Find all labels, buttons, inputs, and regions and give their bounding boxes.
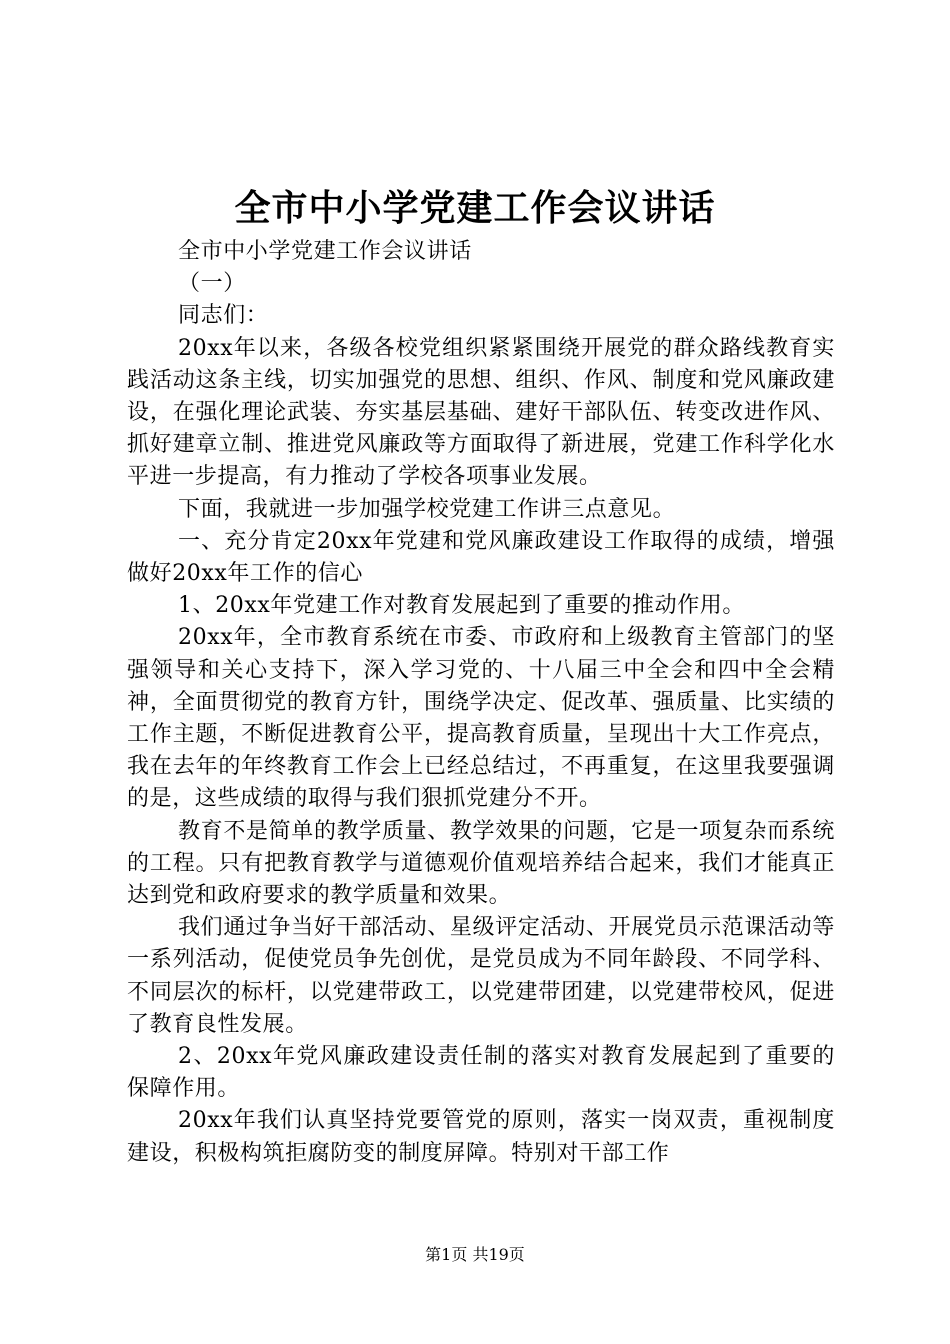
body-paragraph: 20xx年以来，各级各校党组织紧紧围绕开展党的群众路线教育实践活动这条主线，切实加强党的思想、组织、作风、制度和党风廉政建设，在强化理论武装、夯实基层基础、建好干部队伍、转变改进作风、抓好建章立制、推进党风廉政等方面取得了新进展，党建工作科学化水平进一步提高，有力推动了学校各项事业发展。 [127,335,835,490]
body-paragraph: 教育不是简单的教学质量、教学效果的问题，它是一项复杂而系统的工程。只有把教育教学与道德观价值观培养结合起来，我们才能真正达到党和政府要求的教学质量和效果。 [127,818,835,909]
body-paragraph: 20xx年我们认真坚持党要管党的原则，落实一岗双责，重视制度建设，积极构筑拒腐防变的制度屏障。特别对干部工作 [127,1108,835,1166]
document-title: 全市中小学党建工作会议讲话 [234,187,716,229]
salutation: 同志们： [178,303,269,329]
section-heading: 一、充分肯定20xx年党建和党风廉政建设工作取得的成绩，增强做好20xx年工作的信心 [127,528,835,587]
document-body [127,236,835,1170]
subtitle-paragraph: 全市中小学党建工作会议讲话 [178,239,472,264]
body-paragraph: 下面，我就进一步加强学校党建工作讲三点意见。 [178,496,676,522]
body-paragraph: 20xx年，全市教育系统在市委、市政府和上级教育主管部门的坚强领导和关心支持下，深入学习党的、十八届三中全会和四中全会精神，全面贯彻党的教育方针，围绕学决定、促改革、强质量、比实绩的工作主题，不断促进教育公平，提高教育质量，呈现出十大工作亮点，我在去年的年终教育工作会上已经总结过，不再重复，在这里我要强调的是，这些成绩的取得与我们狠抓党建分不开。 [127,625,835,812]
section-number: （一） [178,271,246,297]
page-footer: 第1页 共19页 [425,1245,525,1264]
body-paragraph: 我们通过争当好干部活动、星级评定活动、开展党员示范课活动等一系列活动，促使党员争先创优，是党员成为不同年龄段、不同学科、不同层次的标杆，以党建带政工，以党建带团建，以党建带校风，促进了教育良性发展。 [127,915,835,1037]
subsection-heading: 1、20xx年党建工作对教育发展起到了重要的推动作用。 [178,593,746,619]
subsection-heading: 2、20xx年党风廉政建设责任制的落实对教育发展起到了重要的保障作用。 [127,1044,835,1102]
